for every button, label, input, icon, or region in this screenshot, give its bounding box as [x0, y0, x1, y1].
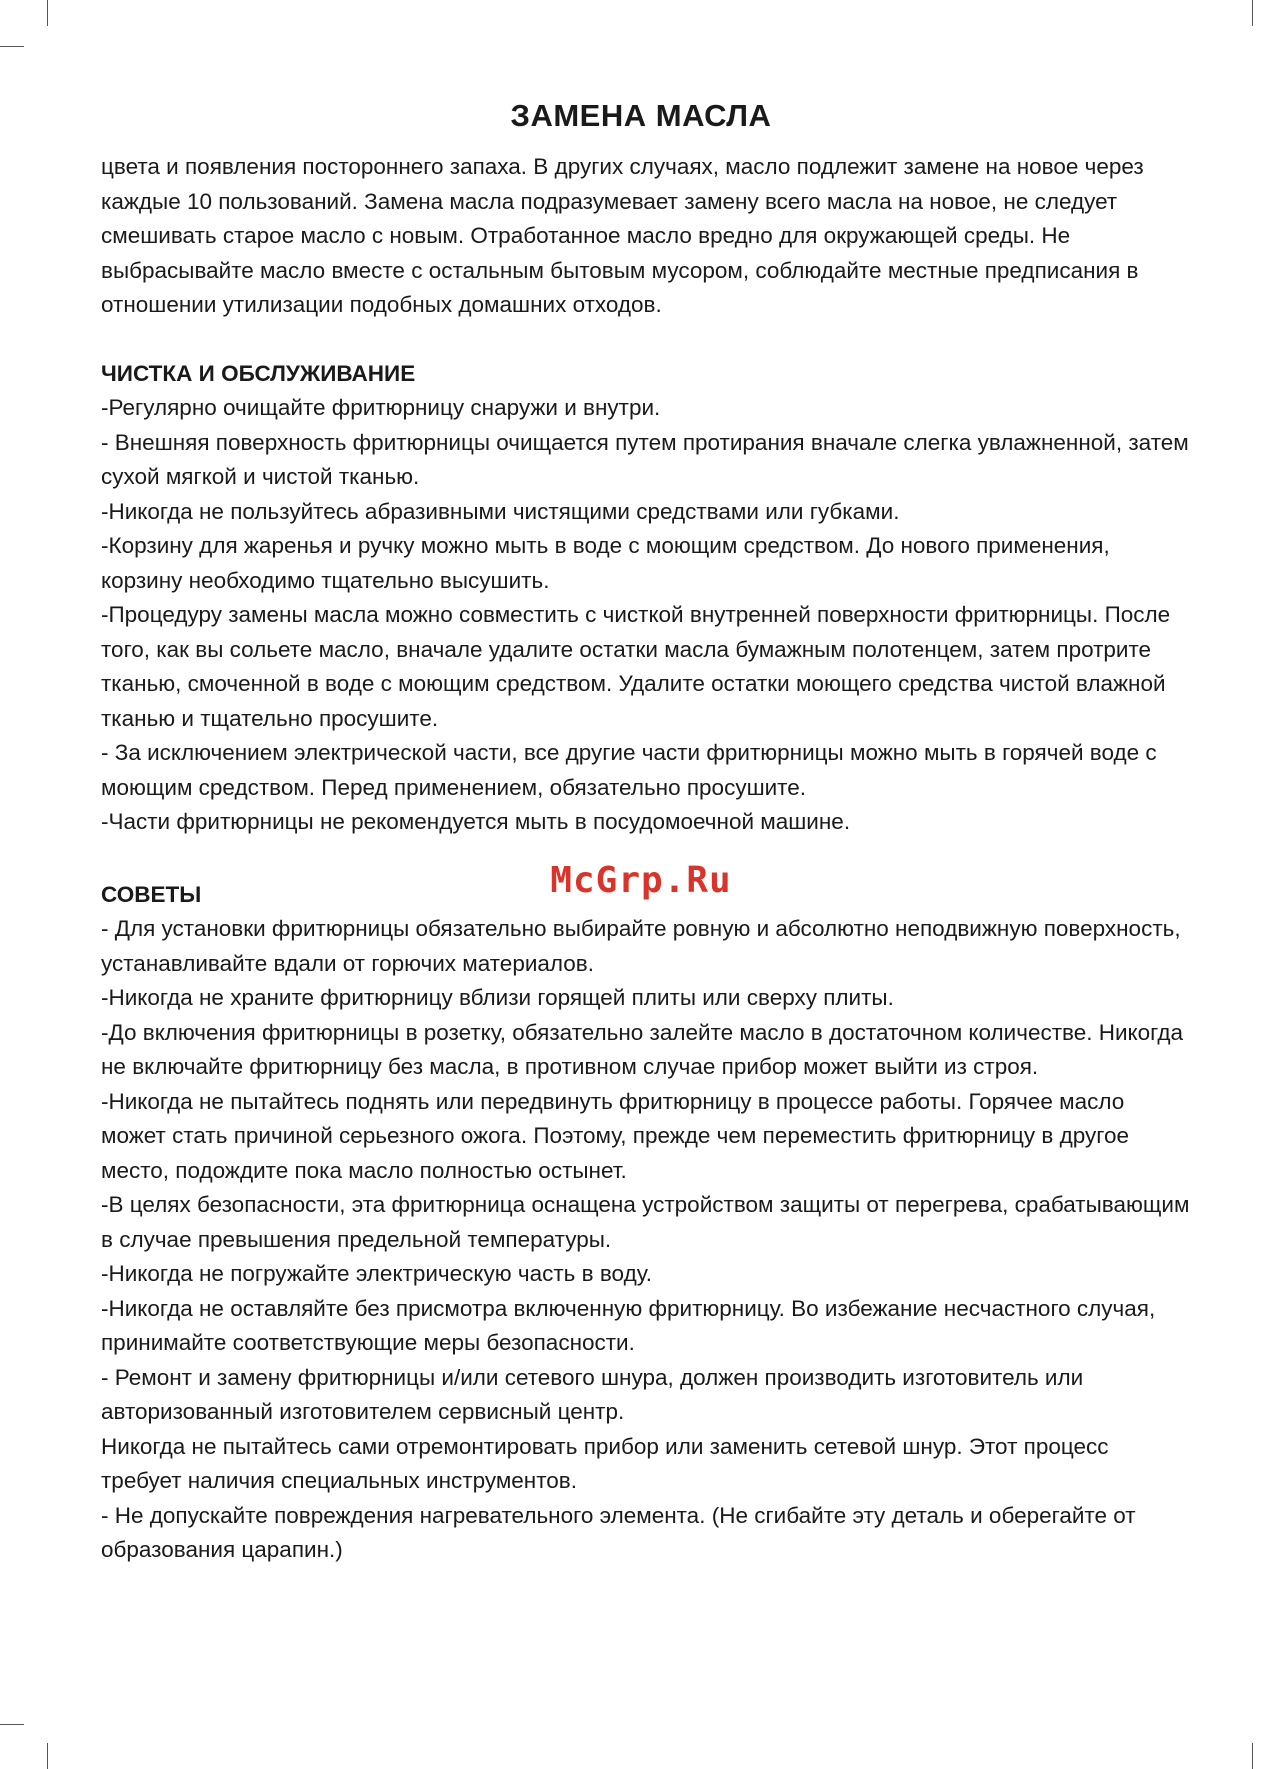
crop-mark [0, 1724, 24, 1725]
cleaning-heading: ЧИСТКА И ОБСЛУЖИВАНИЕ [101, 360, 416, 386]
tips-list [101, 912, 1191, 1568]
list-item: -Процедуру замены масла можно совместить с чисткой внутренней поверхности фритюрницы. После того, как вы сольете масло, вначале удалите остатки масла бумажным полотенцем, затем протрите тканью, смоченной в воде с моющим средством. Удалите остатки моющего средства чистой влажной тканью и тщательно просушите. [101, 602, 1171, 731]
crop-mark [47, 0, 48, 26]
watermark: McGrp.Ru [550, 860, 732, 901]
list-item: - Для установки фритюрницы обязательно выбирайте ровную и абсолютно неподвижную поверхность, устанавливайте вдали от горючих материалов. [101, 916, 1181, 976]
list-item: - Не допускайте повреждения нагревательного элемента. (Не сгибайте эту деталь и оберегайте от образования царапин.) [101, 1502, 1136, 1562]
list-item: -Никогда не пользуйтесь абразивными чистящими средствами или губками. [101, 498, 900, 524]
page-title: ЗАМЕНА МАСЛА [510, 98, 772, 133]
list-item: -Никогда не храните фритюрницу вблизи горящей плиты или сверху плиты. [101, 985, 894, 1010]
list-item: Никогда не пытайтесь сами отремонтировать прибор или заменить сетевой шнур. Этот процесс требует наличия специальных инструментов. [101, 1433, 1109, 1493]
crop-mark [0, 46, 24, 47]
list-item: - Ремонт и замену фритюрницы и/или сетевого шнура, должен производить изготовитель или авторизованный изготовителем сервисный центр. [101, 1364, 1084, 1424]
list-item: -До включения фритюрницы в розетку, обязательно залейте масло в достаточном количестве. Никогда не включайте фритюрницу без масла, в противном случае прибор может выйти из строя. [101, 1019, 1183, 1079]
list-item: -Никогда не пытайтесь поднять или передвинуть фритюрницу в процессе работы. Горячее масло может стать причиной серьезного ожога. Поэтому, прежде чем переместить фритюрницу в другое место, подождите пока масло полностью остынет. [101, 1088, 1130, 1183]
crop-mark [1252, 0, 1253, 26]
list-item: -Корзину для жаренья и ручку можно мыть в воде с моющим средством. До нового применения, корзину необходимо тщательно высушить. [101, 533, 1110, 593]
list-item: -Никогда не погружайте электрическую часть в воду. [101, 1261, 652, 1286]
list-item: -Никогда не оставляйте без присмотра включенную фритюрницу. Во избежание несчастного случая, принимайте соответствующие меры безопасности. [101, 1295, 1156, 1355]
cleaning-list [101, 391, 1191, 840]
list-item: -Части фритюрницы не рекомендуется мыть в посудомоечной машине. [101, 809, 851, 834]
list-item: -В целях безопасности, эта фритюрница оснащена устройством защиты от перегрева, срабатывающим в случае превышения предельной температуры. [101, 1192, 1190, 1252]
crop-mark [1252, 1743, 1253, 1769]
list-item: -Регулярно очищайте фритюрницу снаружи и внутри. [101, 395, 661, 420]
intro-paragraph: цвета и появления постороннего запаха. В других случаях, масло подлежит замене на новое через каждые 10 пользований. Замена масла подразумевает замену всего масла на новое, не следует смешивать старое масло с новым. Отработанное масло вредно для окружающей среды. Не выбрасывайте масло вместе с остальным бытовым мусором, соблюдайте местные предписания в отношении утилизации подобных домашних отходов. [101, 154, 1144, 317]
crop-mark [47, 1743, 48, 1769]
list-item: - За исключением электрической части, все другие части фритюрницы можно мыть в горячей воде с моющим средством. Перед применением, обязательно просушите. [101, 740, 1157, 800]
document-body [101, 150, 1191, 1568]
tips-heading: СОВЕТЫ [101, 881, 202, 907]
list-item: - Внешняя поверхность фритюрницы очищается путем протирания вначале слегка увлажненной, затем сухой мягкой и чистой тканью. [101, 429, 1189, 489]
